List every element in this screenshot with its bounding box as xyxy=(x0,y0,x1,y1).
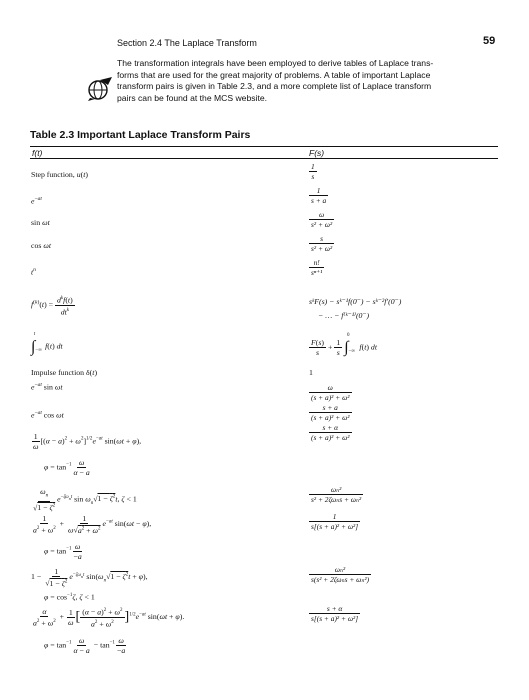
intro-line: transform pairs is given in Table 2.3, and a more complete list of Laplace transform xyxy=(117,81,432,92)
row-f-step-second-order: 1 − $\frac{1}{√1 - \zeta^2}$ $e^{-\zeta\omega_nt}$ $\sin(\omega_n√1 - \zeta^2t + \varphi)$, xyxy=(31,567,148,588)
row-f-damped-sin: $e^{-at}$ sin ωt xyxy=(31,382,63,392)
row-F-general-2: s + α s[(s + a)² + ω²] xyxy=(311,604,359,623)
row-f-tn: $t^n$ xyxy=(31,267,36,277)
row-f-general-1: $\frac{1}{\omega}$ $[(\alpha - a)^2 + \omega^2]^{1/2}e^{-at}$ sin(ωt + φ), xyxy=(33,432,142,451)
running-header: Section 2.4 The Laplace Transform xyxy=(117,38,257,48)
row-f-general-1-phase: $\varphi = \tan^{-1}$ $\frac{\omega}{\alpha - a}$ xyxy=(44,458,90,477)
row-F-integral: $\frac{F(s)}{s}$ + $\frac{1}{s}$ $\int_{-\infty}^0$ f(t) dt xyxy=(311,332,377,357)
row-F-tn: n! sⁿ⁺¹ xyxy=(311,258,323,277)
row-F-step: 1 s xyxy=(311,162,315,181)
row-f-cos: cos ωt xyxy=(31,241,52,250)
row-F-damped-cos: s + a (s + a)² + ω² xyxy=(311,403,350,422)
web-link-icon xyxy=(86,76,114,102)
intro-line: forms that are used for the great majority of problems. A table of important Laplace xyxy=(117,69,431,80)
row-F-derivative: sᵏF(s) − sᵏ⁻¹f(0⁻) − sᵏ⁻²f′(0⁻) xyxy=(309,297,402,306)
table-title: Table 2.3 Important Laplace Transform Pairs xyxy=(30,129,251,141)
row-F-damped-sin: ω (s + a)² + ω² xyxy=(311,383,350,402)
table-header-rule xyxy=(30,158,498,159)
row-f-general-2-phase: $\varphi = \tan^{-1}$ $\frac{\omega}{\alpha - a}$ − $\tan^{-1}$ $\frac{\omega}{-a}$ xyxy=(44,636,126,655)
row-F-cos: s s² + ω² xyxy=(311,234,333,253)
intro-line: pairs can be found at the MCS website. xyxy=(117,92,267,103)
row-f-damped-cos: $e^{-at}$ cos ωt xyxy=(31,410,64,420)
column-header-f-t: f(t) xyxy=(32,148,43,158)
row-F-exp: 1 s + a xyxy=(311,186,327,205)
row-f-exp: $e^{-at}$ xyxy=(31,196,42,206)
column-header-F-s: F(s) xyxy=(309,148,325,158)
page-number: 59 xyxy=(483,35,496,47)
row-F-sin: ω s² + ω² xyxy=(311,210,333,229)
row-F-step-damped: 1 s[(s + a)² + ω²] xyxy=(311,512,359,531)
row-F-general-1: s + α (s + a)² + ω² xyxy=(311,423,350,442)
row-f-derivative: $f^{(k)}(t)$ = $\frac{d^kf(t)}{dt^k}$ xyxy=(31,295,73,317)
row-f-impulse: Impulse function δ(t) xyxy=(31,368,98,377)
row-f-sin: sin ωt xyxy=(31,218,50,227)
row-f-integral: $\int_{-\infty}^t$ f(t) dt xyxy=(31,332,63,356)
row-F-second-order: ωₙ² s² + 2ζωₙs + ωₙ² xyxy=(311,485,362,504)
row-f-second-order: $\frac{\omega_n}{√1 - \zeta^2}$ $e^{-\zeta\omega_nt}$ $\sin \omega_n√1 - \zeta^2t$, ζ < 1 xyxy=(33,487,137,513)
row-f-step-second-order-phase: $\varphi = \cos^{-1}\zeta$, ζ < 1 xyxy=(44,592,95,602)
row-F-step-second-order: ωₙ² s(s² + 2ζωₙs + ωₙ²) xyxy=(311,565,370,584)
intro-line: The transformation integrals have been employed to derive tables of Laplace trans- xyxy=(117,58,434,68)
intro-paragraph xyxy=(117,58,497,104)
row-f-step-damped: $\frac{1}{a^2 + \omega^2}$ + $\frac{1}{\omega√a^2 + \omega^2}$ $e^{-at}$ sin(ωt − φ), xyxy=(33,514,152,535)
table-top-rule xyxy=(30,146,498,147)
row-f-step: Step function, u(t) xyxy=(31,170,88,179)
row-f-step-damped-phase: $\varphi = \tan^{-1}$ $\frac{\omega}{-a}$ xyxy=(44,542,82,561)
row-F-impulse: 1 xyxy=(309,368,313,377)
row-F-derivative-cont: − … − f⁽ᵏ⁻¹⁾(0⁻) xyxy=(318,311,370,320)
row-f-general-2: $\frac{\alpha}{a^2 + \omega^2}$ + $\frac{1}{\omega}$ [ $\frac{(\alpha - a)^2 + \omega^2}{a^2 + \omega^2}$ ]$^{1/2}e^{-at}$ sin(ωt + φ). xyxy=(33,606,185,629)
